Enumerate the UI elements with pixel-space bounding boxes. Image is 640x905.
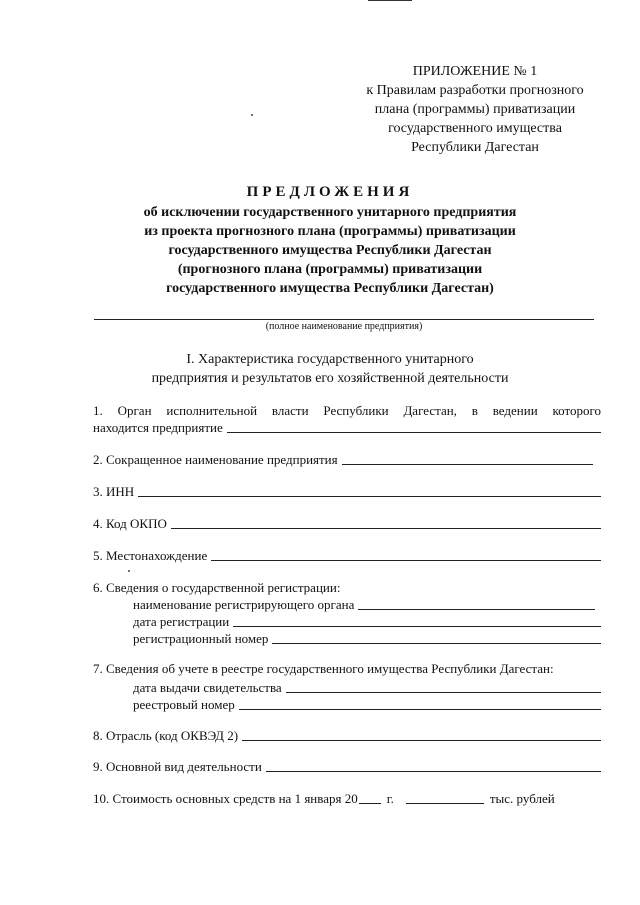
full-name-field[interactable] xyxy=(94,319,594,320)
item-9-row xyxy=(93,757,601,775)
item-7b-label: реестровый номер xyxy=(133,697,235,712)
appendix-line: Республики Дагестан xyxy=(411,140,539,155)
item-10-row xyxy=(93,789,601,807)
item-10-unit: тыс. рублей xyxy=(489,791,555,806)
item-6a-label: наименование регистрирующего органа xyxy=(133,597,355,612)
item-10-value-field[interactable] xyxy=(406,803,484,804)
item-5-row xyxy=(93,546,601,564)
item-2-field[interactable] xyxy=(342,464,593,465)
item-10-year-suffix: г. xyxy=(386,791,394,806)
item-8-field[interactable] xyxy=(242,740,601,741)
item-5-field[interactable] xyxy=(211,560,601,561)
document-heading: ПРЕДЛОЖЕНИЯ xyxy=(246,184,414,200)
item-9-label: 9. Основной вид деятельности xyxy=(93,759,262,774)
item-3-field[interactable] xyxy=(138,496,601,497)
item-10-year-field[interactable] xyxy=(359,803,381,804)
appendix-number: ПРИЛОЖЕНИЕ № 1 xyxy=(412,64,538,79)
item-6c-row xyxy=(133,629,601,647)
item-4-label: 4. Код ОКПО xyxy=(93,516,167,531)
item-4-row xyxy=(93,514,601,532)
appendix-line: плана (программы) приватизации xyxy=(374,102,576,117)
item-6b-field[interactable] xyxy=(233,626,601,627)
item-8-label: 8. Отрасль (код ОКВЭД 2) xyxy=(93,728,239,743)
item-1-text: 1. Орган исполнительной власти Республики Дагестан, в ведении которого xyxy=(93,403,601,418)
item-7a-row xyxy=(133,678,601,696)
item-1-field[interactable] xyxy=(227,432,601,433)
item-7-row xyxy=(93,659,601,677)
item-3-label: 3. ИНН xyxy=(93,484,135,499)
item-6b-label: дата регистрации xyxy=(133,614,230,629)
item-7a-label: дата выдачи свидетельства xyxy=(133,680,282,695)
section-title: предприятия и результатов его хозяйственной деятельности xyxy=(151,371,509,386)
item-1-label: находится предприятие xyxy=(93,420,223,435)
item-6a-row xyxy=(133,595,601,613)
document-subtitle-line: об исключении государственного унитарного предприятия xyxy=(143,205,517,220)
full-name-caption: (полное наименование предприятия) xyxy=(265,321,423,332)
scan-dot xyxy=(251,114,253,116)
document-subtitle-line: из проекта прогнозного плана (программы) приватизации xyxy=(144,224,516,239)
item-10-label: 10. Стоимость основных средств на 1 января 20 xyxy=(93,791,358,806)
item-6-label: 6. Сведения о государственной регистрации: xyxy=(93,580,341,595)
item-2-row xyxy=(93,450,601,468)
appendix-line: к Правилам разработки прогнозного xyxy=(366,83,584,98)
appendix-line: государственного имущества xyxy=(388,121,562,136)
item-6c-label: регистрационный номер xyxy=(133,631,269,646)
item-8-row xyxy=(93,726,601,744)
item-6a-field[interactable] xyxy=(358,609,595,610)
section-title: I. Характеристика государственного унитарного xyxy=(186,352,474,367)
scan-dot xyxy=(128,570,130,572)
item-9-field[interactable] xyxy=(266,771,601,772)
item-4-field[interactable] xyxy=(171,528,601,529)
item-5-label: 5. Местонахождение xyxy=(93,548,208,563)
document-subtitle-line: (прогнозного плана (программы) приватизации xyxy=(177,262,483,277)
item-6-row xyxy=(93,578,601,596)
document-subtitle-line: государственного имущества Республики Дагестан) xyxy=(166,281,494,296)
item-1-row xyxy=(93,418,601,436)
item-7-label: 7. Сведения об учете в реестре государственного имущества Республики Дагестан: xyxy=(93,661,554,676)
item-6c-field[interactable] xyxy=(272,643,601,644)
item-6b-row xyxy=(133,612,601,630)
scan-mark xyxy=(368,0,412,1)
item-3-row xyxy=(93,482,601,500)
item-7b-field[interactable] xyxy=(239,709,601,710)
document-subtitle-line: государственного имущества Республики Дагестан xyxy=(168,243,492,258)
item-7a-field[interactable] xyxy=(286,692,601,693)
item-7b-row xyxy=(133,695,601,713)
item-2-label: 2. Сокращенное наименование предприятия xyxy=(93,452,338,467)
